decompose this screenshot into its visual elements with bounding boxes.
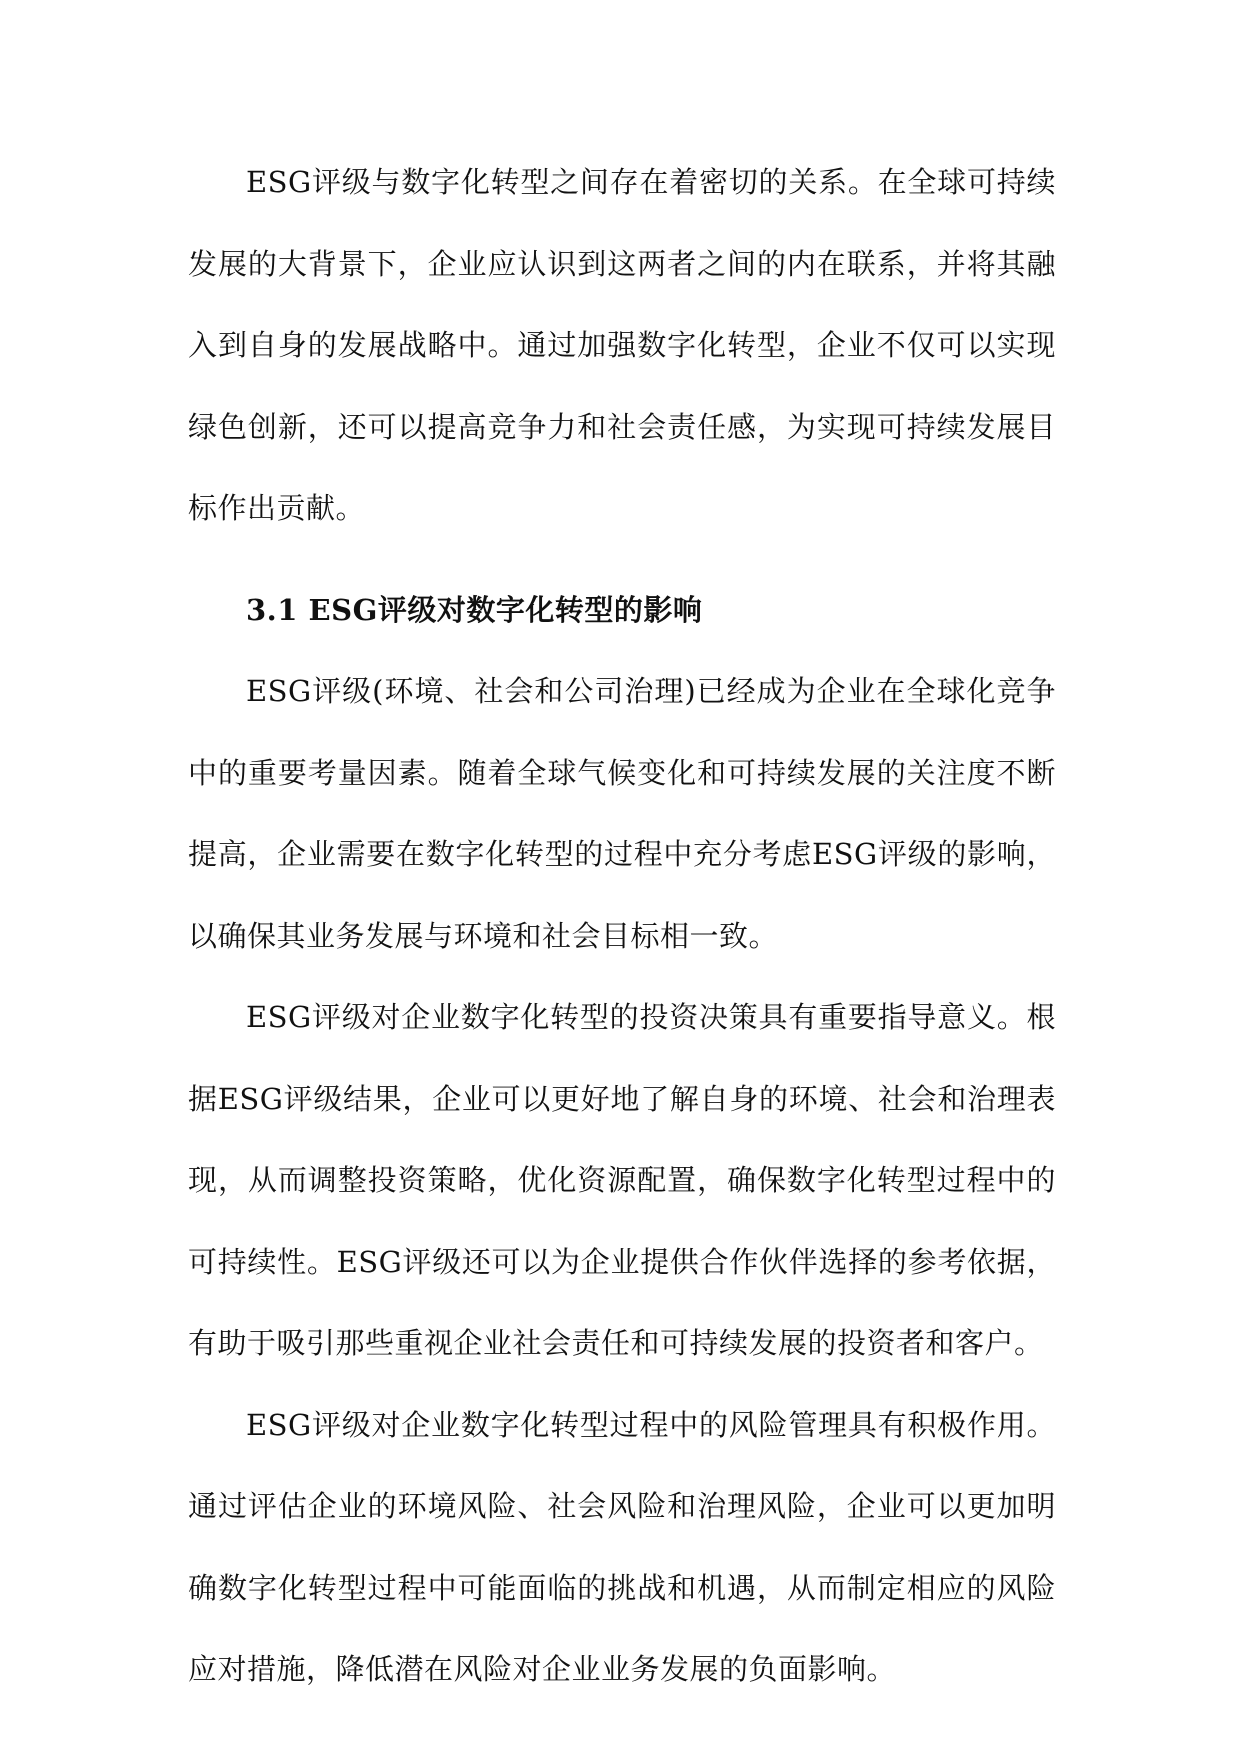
- section-paragraph: ESG评级对企业数字化转型过程中的风险管理具有积极作用。通过评估企业的环境风险、社会风险和治理风险，企业可以更加明确数字化转型过程中可能面临的挑战和机遇，从而制定相应的风险应对措施，降低潜在风险对企业业务发展的负面影响。: [188, 1407, 1056, 1686]
- intro-paragraph: ESG评级与数字化转型之间存在着密切的关系。在全球可持续发展的大背景下，企业应认识到这两者之间的内在联系，并将其融入到自身的发展战略中。通过加强数字化转型，企业不仅可以实现绿色创新，还可以提高竞争力和社会责任感，为实现可持续发展目标作出贡献。: [188, 165, 1056, 525]
- document-body: [188, 142, 1056, 1711]
- section-heading: 3.1 ESG评级对数字化转型的影响: [246, 592, 703, 627]
- section-paragraph: ESG评级对企业数字化转型的投资决策具有重要指导意义。根据ESG评级结果，企业可以更好地了解自身的环境、社会和治理表现，从而调整投资策略，优化资源配置，确保数字化转型过程中的可持续性。ESG评级还可以为企业提供合作伙伴选择的参考依据，有助于吸引那些重视企业社会责任和可持续发展的投资者和客户。: [188, 1000, 1056, 1360]
- section-paragraph: ESG评级(环境、社会和公司治理)已经成为企业在全球化竞争中的重要考量因素。随着全球气候变化和可持续发展的关注度不断提高，企业需要在数字化转型的过程中充分考虑ESG评级的影响，以确保其业务发展与环境和社会目标相一致。: [188, 674, 1056, 953]
